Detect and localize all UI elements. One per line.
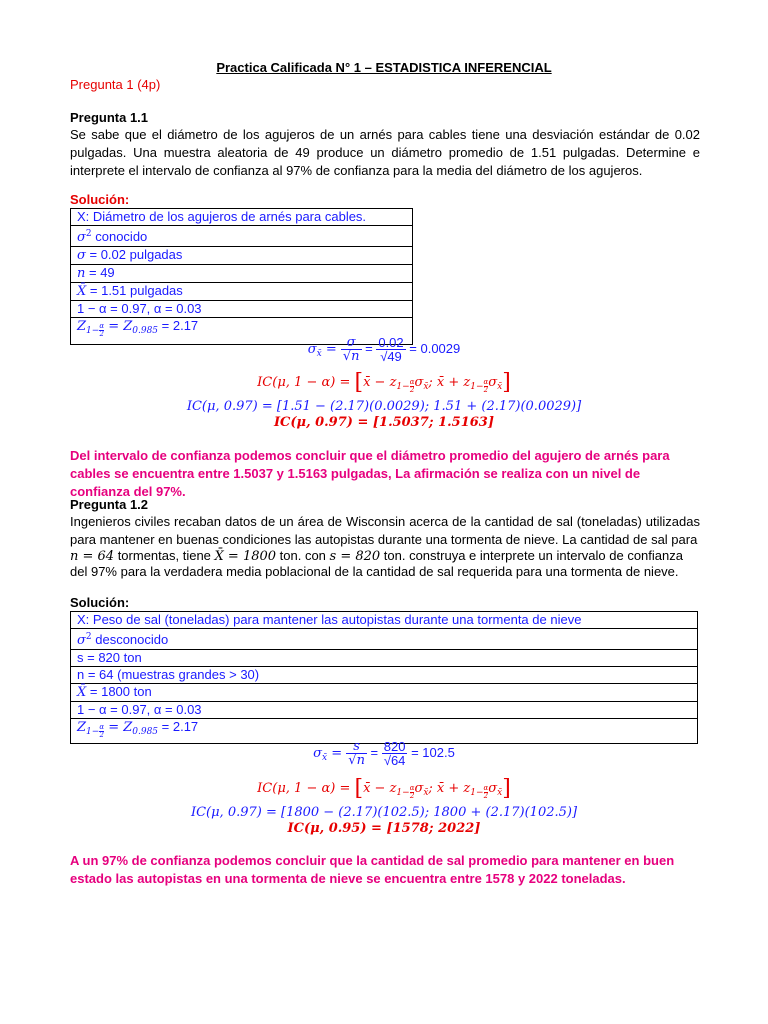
table-row [71,265,413,283]
text-fragment: tormentas, tiene [114,548,215,563]
pregunta-1-label: Pregunta 1 (4p) [70,77,161,92]
table-cell: $\sigma^2$ desconocido [71,629,698,650]
pregunta-1-2-text-a: Ingenieros civiles recaban datos de un área de Wisconsin acerca de la cantidad de sal (toneladas) utilizadas para mantener en buenas condiciones las autopistas durante una tormenta de nieve. La cantidad de sal para [70,514,700,547]
n-value-text: = 49 [89,265,115,280]
z-value-text: = 2.17 [161,318,199,333]
sigma-unknown-text: desconocido [95,632,169,647]
ic-result-1: IC(μ, 0.97) = [1.5037; 1.5163] [273,415,495,430]
xbar-value-text: = 1800 ton [89,684,152,699]
table-cell: X: Diámetro de los agujeros de arnés para cables. [71,209,413,226]
table-row [71,247,413,265]
table-cell: n = 64 (muestras grandes > 30) [71,667,698,684]
se-result: = 0.0029 [409,340,461,356]
text-fragment: ton. construya e interprete un intervalo de confianza [380,548,683,563]
table-cell: 1 − α = 0.97, α = 0.03 [71,702,698,719]
ic-general-formula-1: IC(μ, 1 − α) = [x̄ − $z_{1- \frac{\alpha}{2}}$ $\sigma_{x̄}$; x̄ + $z_{1- \frac{\alpha}{2}}$ $\sigma_{x̄}$] [257,370,511,395]
table-cell: n = 49 [71,265,413,283]
se-numerator: 0.02 [378,335,404,350]
z-value-text: = 2.17 [161,719,199,734]
table-cell: $\sigma^2$ conocido [71,226,413,247]
table-cell: X̄ = 1.51 pulgadas [71,283,413,301]
table-cell: X: Peso de sal (toneladas) para mantener las autopistas durante una tormenta de nieve [71,612,698,629]
solucion-2-label: Solución: [70,595,130,610]
data-table-2 [70,611,698,744]
ic-numeric-formula-2: IC(μ, 0.97) = [1800 − (2.17)(102.5); 1800 + (2.17)(102.5)] [190,805,578,820]
text-fragment: ton. con [276,548,330,563]
table-cell: $Z_{1- \frac{\alpha}{2}}$ = $Z_{0.985} = 2.17$ [71,719,698,744]
standard-error-formula-1: $\sigma_{x̄}$ = $\frac{\sigma}{√n}$ = $\frac{0.02}{√49}$ = 0.0029 [307,335,461,364]
conclusion-2: A un 97% de confianza podemos concluir que la cantidad de sal promedio para mantener en buen estado las autopistas en una tormenta de nieve se encuentra entre 1578 y 2022 toneladas. [70,853,675,886]
table-row [71,650,698,667]
xbar-inline: X̄ = 1800 [214,549,277,564]
table-row [71,612,698,629]
table-row [71,684,698,702]
pregunta-1-1-text: Se sabe que el diámetro de los agujeros de un arnés para cables tiene una desviación estándar de 0.02 pulgadas. Una muestra aleatoria de 49 produce un diámetro promedio de 1.51 pulgadas. Determine e interprete el intervalo de confianza al 97% de confianza para la media del diámetro de los agujeros. [70,127,700,178]
se-result: = 102.5 [411,744,455,760]
n-inline: n = 64 [70,549,115,564]
conclusion-1: Del intervalo de confianza podemos concluir que el diámetro promedio del agujero de arnés para cables se encuentra entre 1.5037 y 1.5163 pulgadas, La afirmación se realiza con un nivel de confianza del 97%. [70,448,670,499]
table-row [71,667,698,684]
se-numerator: 820 [383,739,406,754]
table-row [71,209,413,226]
pregunta-1-2-text-c: del 97% para la verdadera media poblacional de la cantidad de sal requerida para una tormenta de nieve. [70,564,679,579]
solucion-1-label: Solución: [70,192,130,207]
table-cell: $Z_{1- \frac{\alpha}{2}}$ = $Z_{0.985} = 2.17$ [71,318,413,345]
se-denominator: √64 [383,753,406,768]
xbar-value-text: = 1.51 pulgadas [89,283,183,298]
sigma-known-text: conocido [95,229,148,244]
page-title: Practica Calificada N° 1 – ESTADISTICA INFERENCIAL [216,60,552,75]
table-row [71,226,413,247]
ic-numeric-formula-1: IC(μ, 0.97) = [1.51 − (2.17)(0.0029); 1.51 + (2.17)(0.0029)] [186,399,582,414]
data-table-1 [70,208,413,345]
table-cell: σ = 0.02 pulgadas [71,247,413,265]
pregunta-1-1-heading: Pregunta 1.1 [70,110,149,125]
s-inline: s = 820 [329,549,381,564]
table-cell: 1 − α = 0.97, α = 0.03 [71,301,413,318]
table-row [71,629,698,650]
se-denominator: √49 [380,349,402,364]
table-row [71,283,413,301]
table-row [71,702,698,719]
standard-error-formula-2: $\sigma_{x̄}$ = $\frac{s}{√n}$ = $\frac{820}{√64}$ = 102.5 [313,739,455,768]
table-row [71,301,413,318]
ic-result-2: IC(μ, 0.95) = [1578; 2022] [287,821,481,836]
ic-general-formula-2: IC(μ, 1 − α) = [x̄ − $z_{1- \frac{\alpha}{2}}$ $\sigma_{x̄}$; x̄ + $z_{1- \frac{\alpha}{2}}$ $\sigma_{x̄}$] [257,776,511,801]
pregunta-1-2-heading: Pregunta 1.2 [70,497,149,512]
table-cell: s = 820 ton [71,650,698,667]
table-cell: X̄ = 1800 ton [71,684,698,702]
sigma-value-text: = 0.02 pulgadas [89,247,183,262]
